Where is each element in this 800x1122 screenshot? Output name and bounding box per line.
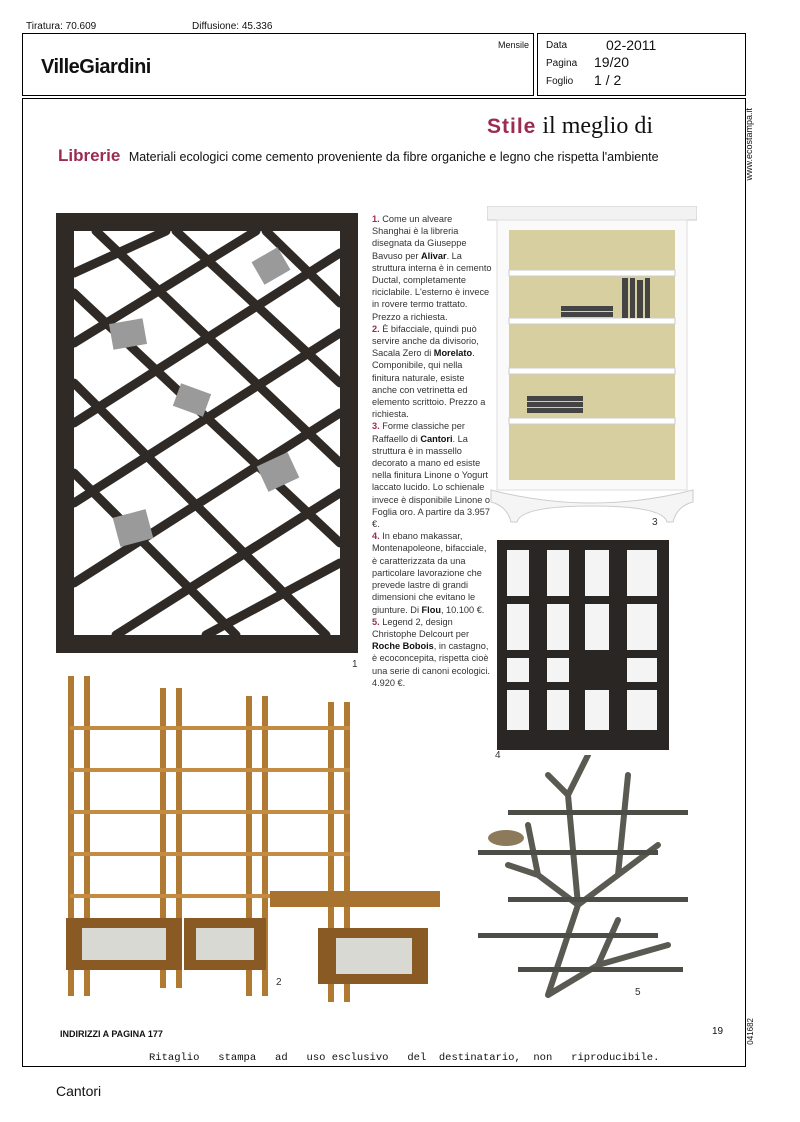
image-number-1: 1 bbox=[352, 659, 358, 670]
article-subtitle: Materiali ecologici come cemento proveniente da fibre organiche e legno che rispetta l'ambiente bbox=[128, 150, 659, 164]
image-scala-zero bbox=[60, 676, 442, 1004]
image-raffaello-bookcase bbox=[487, 206, 697, 526]
pagina-value: 19/20 bbox=[594, 54, 630, 70]
bottom-label: Cantori bbox=[56, 1083, 102, 1099]
shanghai-bookcase-illustration bbox=[56, 213, 358, 653]
paragraph-3: 3. Forme classiche per Raffaello di Cantori. La struttura è in massello decorato a mano ed esiste nella finitura Linone o Yogurt laccato lucido. Lo schienale invece è disponibile Linone o Foglia oro. A partire da 3.957 €. bbox=[372, 421, 490, 530]
raffaello-illustration bbox=[487, 206, 697, 526]
image-number-3: 3 bbox=[652, 517, 658, 528]
brand-alivar: Alivar bbox=[421, 250, 447, 261]
title-line bbox=[58, 146, 659, 166]
article-body bbox=[372, 213, 492, 689]
section-rest: il meglio di bbox=[536, 113, 654, 139]
copyright-notice: Ritaglio stampa ad uso esclusivo del destinatario, non riproducibile. bbox=[149, 1052, 660, 1064]
paragraph-2: 2. È bifacciale, quindi può servire anche da divisorio, Sacala Zero di Morelato. Componibile, qui nella finitura naturale, esiste anche con vetrinetta ed elemento scrittoio. Prezzo a richiesta. bbox=[372, 323, 486, 420]
brand-morelato: Morelato bbox=[433, 348, 473, 359]
data-label: Data bbox=[546, 40, 568, 51]
image-number-2: 2 bbox=[276, 977, 282, 988]
footer-indirizzi: INDIRIZZI A PAGINA 177 bbox=[60, 1029, 163, 1039]
image-number-5: 5 bbox=[635, 987, 641, 998]
section-word: Stile bbox=[487, 115, 537, 138]
image-legend-2 bbox=[478, 755, 698, 1000]
image-number-4: 4 bbox=[495, 750, 501, 761]
brand-flou: Flou bbox=[421, 604, 441, 615]
foglio-value: 1 / 2 bbox=[594, 72, 622, 88]
pagina-label: Pagina bbox=[546, 58, 578, 69]
image-montenapoleone bbox=[497, 540, 669, 750]
sidebar-url: www.ecostampa.it bbox=[744, 108, 754, 181]
foglio-label: Foglio bbox=[546, 76, 574, 87]
header-meta-box bbox=[537, 33, 746, 96]
paragraph-5: 5. Legend 2, design Christophe Delcourt per Roche Bobois, in castagno, è ecoconcepita, rispetta cioè una serie di canoni ecologici. 4.920 €. bbox=[372, 616, 490, 688]
legend-2-illustration bbox=[478, 755, 698, 1000]
brand-roche-bobois: Roche Bobois bbox=[372, 641, 434, 652]
data-value: 02-2011 bbox=[606, 37, 657, 53]
paragraph-1: 1. Come un alveare Shanghai è la libreria disegnata da Giuseppe Bavuso per Alivar. La struttura interna è in cemento Ductal, completamente riciclabile. L'esterno è invece in rovere termo trattato. Prezzo a richiesta. bbox=[372, 214, 492, 322]
scala-zero-illustration bbox=[60, 676, 442, 1004]
tiratura: Tiratura: 70.609 bbox=[26, 21, 97, 32]
article-title: Librerie bbox=[58, 146, 121, 165]
section-heading bbox=[487, 113, 653, 140]
image-shanghai-bookcase bbox=[56, 213, 358, 653]
sidebar bbox=[744, 108, 760, 208]
side-code: 041682 bbox=[746, 1018, 755, 1045]
page-number: 19 bbox=[712, 1026, 724, 1037]
nest-icon bbox=[488, 830, 524, 846]
publication-name: VilleGiardini bbox=[41, 56, 151, 78]
paragraph-4: 4. In ebano makassar, Montenapoleone, bifacciale, è caratterizzata da una particolare lavorazione che prevede lastre di grandi dimensioni che evitano le giunture. Di Flou, 10.100 €. bbox=[372, 531, 487, 615]
side-code-wrap bbox=[746, 1018, 758, 1058]
frequency: Mensile bbox=[497, 40, 529, 50]
montenapoleone-illustration bbox=[497, 540, 669, 750]
brand-cantori: Cantori bbox=[420, 433, 453, 444]
header-left-box bbox=[22, 33, 534, 96]
diffusione: Diffusione: 45.336 bbox=[192, 21, 273, 32]
